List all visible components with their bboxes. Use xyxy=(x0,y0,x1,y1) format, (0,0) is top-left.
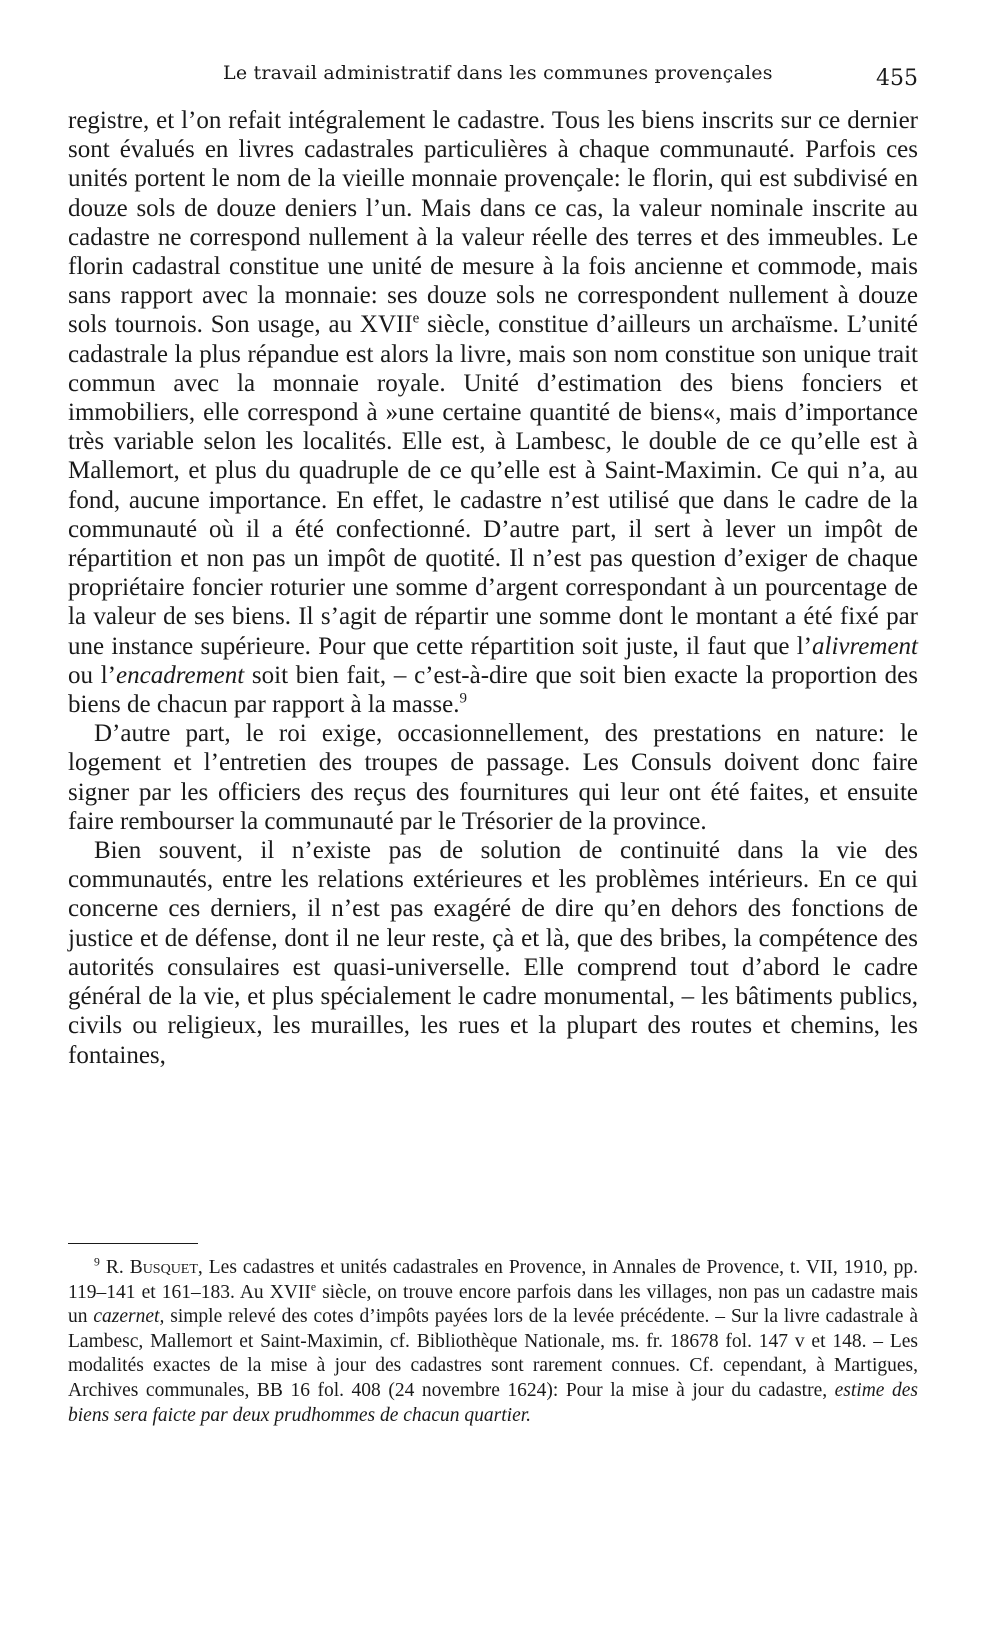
footnote-text-1: , Les cadastres et unités cadastrales en Provence, in Annales de Provence, t. VII, 1910, pp. 119–141 et 161–183. Au XVII xyxy=(68,1257,919,1303)
footnote-9 xyxy=(68,1256,918,1428)
footnote-author-initial: R. xyxy=(105,1257,130,1278)
body-text xyxy=(68,106,918,1070)
footnote-reference: 9 xyxy=(459,690,468,707)
running-head: Le travail administratif dans les communes provençales xyxy=(223,62,773,84)
paragraph-2: D’autre part, le roi exige, occasionnellement, des prestations en nature: le logement et l’entretien des troupes de passage. Les Consuls doivent donc faire signer par les officiers des reçus des fournitures qui leur ont été faites, et ensuite faire rembourser la communauté par le Trésorier de la province. xyxy=(68,720,918,835)
page-header xyxy=(68,56,918,92)
footnote-text-2: siècle, on trouve encore parfois dans les villages, non pas un cadastre mais un xyxy=(68,1281,918,1328)
paragraph-1-text-2: siècle, constitue d’ailleurs un archaïsme. L’unité cadastrale la plus répandue est alors la livre, mais son nom constitue son unique trait commun avec la monnaie royale. Unité d’estimation des biens fonciers et immobiliers, elle correspond à »une certaine quantité de biens«, mais d’importance très variable selon les localités. Elle est, à Lambesc, le double de ce qu’elle est à Mallemort, et plus du quadruple de ce qu’elle est à Saint-Maximin. Ce qui n’a, au fond, aucune importance. En effet, le cadastre n’est utilisé que dans le cadre de la communauté où il a été confectionné. D’autre part, il sert à lever un impôt de répartition et non pas un impôt de quotité. Il n’est pas question d’exiger de chaque propriétaire foncier roturier une somme d’argent correspondant à un pourcentage de la valeur de ses biens. Il s’agit de répartir une somme dont le montant a été fixé par une instance supérieure. Pour que cette répartition soit juste, il faut que l’ xyxy=(68,311,919,660)
paragraph-1-text-3: ou l’ xyxy=(68,661,117,689)
footnote-number: 9 xyxy=(94,1255,100,1269)
term-alivrement: alivrement xyxy=(812,632,918,660)
footnote-text-3: simple relevé des cotes d’impôts payées lors de la levée précédente. – Sur la livre cadastrale à Lambesc, Mallemort et Saint-Maximin, cf. Bibliothèque Nationale, ms. fr. 18678 fol. 147 v et 148. – Les modalités exactes de la mise à jour des cadastres sont rarement connues. Cf. cependant, à Martigues, Archives communales, BB 16 fol. 408 (24 novembre 1624): Pour la mise à jour du cadastre, xyxy=(68,1306,919,1401)
page-number: 455 xyxy=(876,66,918,91)
term-cazernet: cazernet, xyxy=(93,1306,165,1328)
footnotes xyxy=(68,1256,918,1428)
footnote-quotation: estime des biens sera faicte par deux prudhommes de chacun quartier. xyxy=(68,1379,918,1426)
footnote-author: Busquet xyxy=(129,1257,198,1278)
footnote-superscript-e: e xyxy=(310,1280,317,1294)
paragraph-3: Bien souvent, il n’existe pas de solution de continuité dans la vie des communautés, entre les relations extérieures et les problèmes intérieurs. En ce qui concerne ces derniers, il n’est pas exagéré de dire qu’en dehors des fonctions de justice et de défense, dont il ne leur reste, çà et là, que des bribes, la compétence des autorités consulaires est quasi-universelle. Elle comprend tout d’abord le cadre général de la vie, et plus spécialement le cadre monumental, – les bâtiments publics, civils ou religieux, les murailles, les rues et la plupart des routes et chemins, les fontaines, xyxy=(68,837,918,1069)
paragraph-1 xyxy=(68,106,918,719)
superscript-e: e xyxy=(412,311,420,328)
term-encadrement: encadrement xyxy=(116,661,245,689)
paragraph-1-text: registre, et l’on refait intégralement le cadastre. Tous les biens inscrits sur ce dernier sont évalués en livres cadastrales particulières à chaque communauté. Parfois ces unités portent le nom de la vieille monnaie provençale: le florin, qui est subdivisé en douze sols de douze deniers l’un. Mais dans ce cas, la valeur nominale inscrite au cadastre ne correspond nullement à la valeur réelle des terres et des immeubles. Le florin cadastral constitue une unité de mesure à la fois ancienne et commode, mais sans rapport avec la monnaie: ses douze sols ne correspondent nullement à douze sols tournois. Son usage, au XVII xyxy=(68,107,918,339)
footnote-divider xyxy=(68,1243,198,1244)
paragraph-1-text-4: soit bien fait, – c’est-à-dire que soit bien exacte la proportion des biens de chacun par rapport à la masse. xyxy=(68,661,919,719)
